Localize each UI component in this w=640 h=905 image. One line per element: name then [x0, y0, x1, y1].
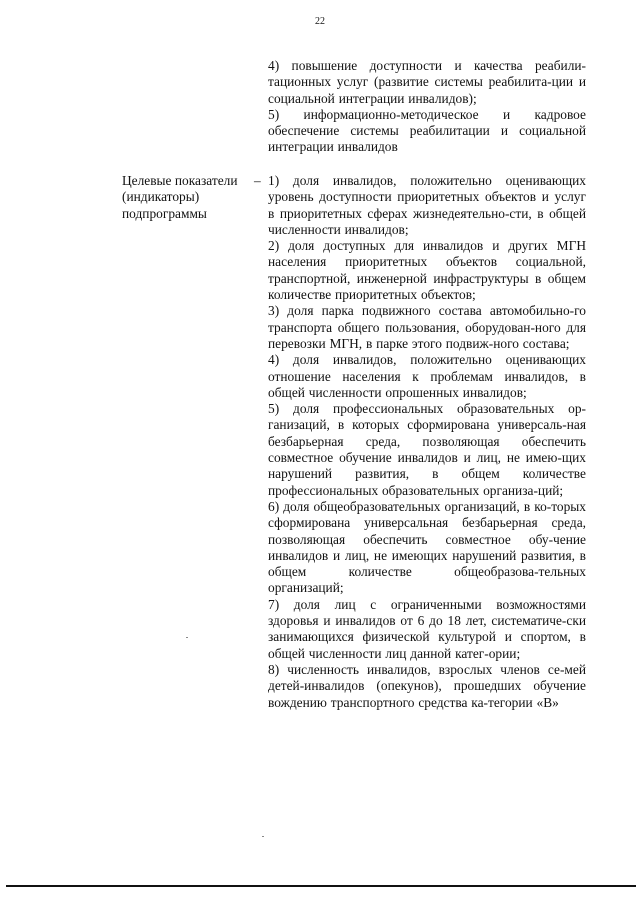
scan-speck	[262, 836, 264, 837]
indicator-item-5: 5) доля профессиональных образовательных ор-ганизаций, в которых сформирована универсаль-ная безбарьерная среда, позволяющая обеспечить совместное обучение инвалидов и лиц, не имею-щих нарушений развития, в общем количестве профессиональных образовательных организа-ций;	[268, 401, 586, 498]
indicator-item-7: 7) доля лиц с ограниченными возможностями здоровья и инвалидов от 6 до 18 лет, систематиче-ски занимающихся физической культурой и спортом, в общей численности лиц данной катег-ории;	[268, 596, 586, 661]
continued-tasks-list	[268, 58, 586, 156]
indicator-item-4: 4) доля инвалидов, положительно оценивающих отношение населения к проблемам инвалидов, в общей численности опрошенных инвалидов;	[268, 352, 586, 400]
task-item-4: 4) повышение доступности и качества реабили-тационных услуг (развитие системы реабилита-ции и социальной интеграции инвалидов);	[268, 58, 586, 106]
page-number: 22	[315, 16, 325, 27]
indicators-list	[268, 173, 586, 711]
indicator-item-6: 6) доля общеобразовательных организаций, в ко-торых сформирована универсальная безбарьерная среда, позволяющая обеспечить совместное обу-чение инвалидов и лиц, не имеющих нарушений развития, в общем количестве общеобразова-тельных организаций;	[268, 498, 586, 596]
indicator-item-1: 1) доля инвалидов, положительно оценивающих уровень доступности приоритетных объектов и услуг в приоритетных сферах жизнедеятельно-сти, в общей численности инвалидов;	[268, 173, 586, 237]
bottom-rule	[6, 885, 636, 887]
indicator-item-8: 8) численность инвалидов, взрослых членов се-мей детей-инвалидов (опекунов), прошедших обучение вождению транспортного средства ка-тегории «В»	[268, 661, 586, 710]
scan-speck	[186, 637, 188, 638]
section-label: Целевые показатели (индикаторы) подпрограммы	[122, 173, 238, 221]
label-dash: –	[254, 173, 261, 188]
indicator-item-3: 3) доля парка подвижного состава автомобильно-го транспорта общего пользования, оборудован-ного для перевозки МГН, в парке этого подвиж-ного состава;	[268, 303, 586, 351]
task-item-5: 5) информационно-методическое и кадровое обеспечение системы реабилитации и социальной интеграции инвалидов	[268, 106, 586, 155]
indicator-item-2: 2) доля доступных для инвалидов и других МГН населения приоритетных объектов социальной, транспортной, инженерной инфраструктуры в общем количестве приоритетных объектов;	[268, 238, 586, 303]
